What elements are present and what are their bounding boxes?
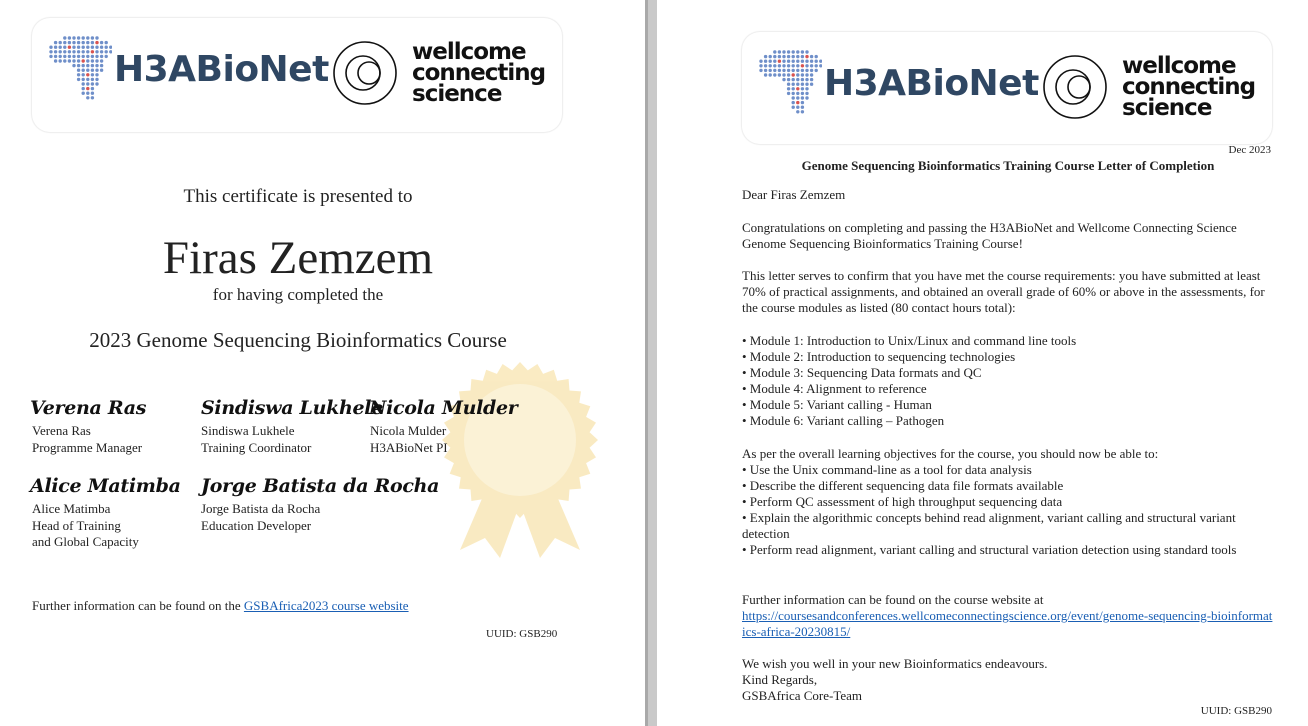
h3abionet-logo-text: H3ABioNet [824, 63, 1039, 104]
letter-confirm: This letter serves to confirm that you have met the course requirements: you have submitted at least 70% of practical assignments, and obtained an overall grade of 60% or above in the assessments, for the course modules as listed (80 contact hours total): [742, 268, 1265, 315]
certificate-uuid: UUID: GSB290 [486, 628, 558, 640]
signatory-verena-ras [32, 423, 142, 456]
objectives-intro: As per the overall learning objectives for the course, you should now be able to: [742, 446, 1159, 461]
signatory-name: Jorge Batista da Rocha [201, 501, 321, 516]
recipient-name: Firas Zemzem [162, 232, 434, 284]
letter-further-info [742, 592, 1274, 640]
letter-date: Dec 2023 [1228, 144, 1271, 156]
connecting-word: connecting [1122, 74, 1256, 100]
objective-list [742, 462, 1274, 558]
signatory-title: Head of Training [32, 517, 121, 533]
letter-page [657, 0, 1308, 726]
signatory-sindiswa-lukhele [201, 423, 311, 456]
module-list [742, 333, 1274, 429]
signatory-title: H3ABioNet PI [370, 439, 448, 455]
letter-uuid: UUID: GSB290 [1200, 705, 1272, 717]
list-item: • Module 4: Alignment to reference [742, 381, 927, 396]
list-item: • Module 3: Sequencing Data formats and QC [742, 365, 982, 380]
list-item: • Module 1: Introduction to Unix/Linux and command line tools [742, 333, 1077, 348]
further-info-text: Further information can be found on the [32, 598, 241, 613]
signatory-name: Sindiswa Lukhele [201, 423, 295, 438]
certificate-page [0, 0, 645, 726]
wellcome-circle-logo [1042, 54, 1108, 120]
signature-nicola-mulder: Nicola Mulder [369, 397, 518, 419]
signature-verena-ras: Verena Ras [30, 397, 147, 419]
signatory-name: Nicola Mulder [370, 423, 447, 438]
connecting-word: connecting [412, 60, 546, 86]
signatory-title: Programme Manager [32, 439, 143, 455]
signatory-title: Education Developer [201, 517, 312, 533]
seal-icon [430, 360, 610, 560]
wellcome-connecting-science-logo-text [1122, 53, 1256, 121]
presented-to-text: This certificate is presented to [183, 186, 413, 207]
africa-dots-logo [48, 35, 112, 103]
list-item: • Perform read alignment, variant calling and structural variation detection using standard tools [742, 542, 1237, 557]
letter-title: Genome Sequencing Bioinformatics Training Course Letter of Completion [801, 158, 1215, 173]
signatory-name: Verena Ras [32, 423, 91, 438]
letter-congrats: Congratulations on completing and passing the H3ABioNet and Wellcome Connecting Science Genome Sequencing Bioinformatics Training Course! [742, 220, 1237, 251]
for-having-text: for having completed the [212, 285, 384, 304]
signatory-name: Alice Matimba [32, 501, 111, 516]
course-website-link[interactable]: GSBAfrica2023 course website [243, 598, 409, 613]
list-item: • Use the Unix command-line as a tool for data analysis [742, 462, 1032, 477]
signatory-title: Training Coordinator [201, 439, 312, 455]
list-item: • Perform QC assessment of high throughput sequencing data [742, 494, 1063, 509]
signatory-title-line2: and Global Capacity [32, 534, 139, 549]
science-word: science [1122, 95, 1212, 121]
list-item: • Describe the different sequencing data file formats available [742, 478, 1064, 493]
list-item: • Module 2: Introduction to sequencing technologies [742, 349, 1016, 364]
list-item: • Module 6: Variant calling – Pathogen [742, 413, 945, 428]
signatory-jorge-batista-da-rocha [201, 501, 320, 534]
wellcome-connecting-science-logo-text [412, 39, 546, 107]
closing-regards: Kind Regards, [742, 672, 818, 687]
signatory-nicola-mulder [370, 423, 448, 456]
page-gutter-shade [645, 0, 648, 726]
letter-salutation: Dear Firas Zemzem [742, 187, 846, 202]
h3abionet-logo-text: H3ABioNet [114, 49, 329, 90]
signature-sindiswa-lukhele: Sindiswa Lukhele [201, 397, 383, 419]
letter-closing [742, 656, 1274, 704]
wellcome-word: wellcome [1122, 53, 1236, 79]
science-word: science [412, 81, 502, 107]
further-info-text: Further information can be found on the course website at [742, 592, 1044, 607]
list-item: • Explain the algorithmic concepts behind read alignment, variant calling and structural variant detection [742, 510, 1236, 541]
course-name: 2023 Genome Sequencing Bioinformatics Course [89, 328, 507, 352]
closing-wish: We wish you well in your new Bioinformatics endeavours. [742, 656, 1048, 671]
signatory-alice-matimba [32, 501, 139, 551]
africa-dots-logo [758, 49, 822, 117]
further-info-line [32, 598, 409, 614]
certificate-logo-banner [32, 18, 562, 132]
course-url-link[interactable]: https://coursesandconferences.wellcomeconnectingscience.org/event/genome-sequencing-bioinformatics-africa-20230815/ [742, 608, 1273, 639]
list-item: • Module 5: Variant calling - Human [742, 397, 932, 412]
letter-logo-banner [742, 32, 1272, 144]
wellcome-word: wellcome [412, 39, 526, 65]
signature-alice-matimba: Alice Matimba [30, 475, 181, 497]
signature-jorge-batista-da-rocha: Jorge Batista da Rocha [201, 475, 440, 497]
wellcome-circle-logo [332, 40, 398, 106]
closing-team: GSBAfrica Core-Team [742, 688, 863, 703]
